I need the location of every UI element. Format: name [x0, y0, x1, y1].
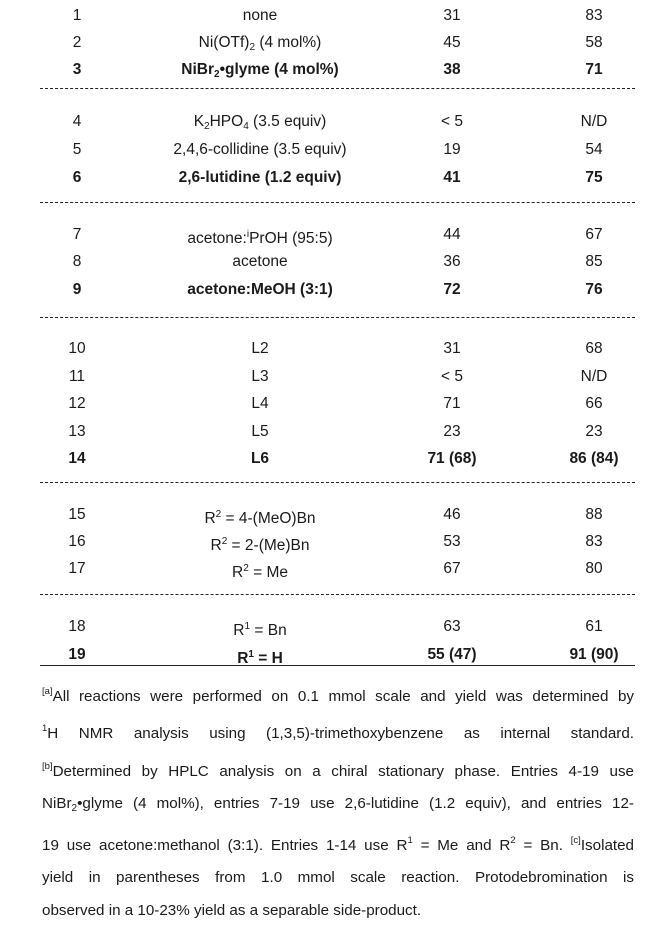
yield-cell: 71: [443, 395, 461, 412]
entry-number: 8: [72, 253, 82, 270]
table-row: [0, 614, 652, 640]
table-row: [0, 529, 652, 555]
table-row: [0, 109, 652, 135]
ee-cell: 58: [585, 34, 603, 51]
ee-cell: 61: [585, 618, 603, 635]
table-row: [0, 336, 652, 362]
entry-number: 12: [68, 395, 86, 412]
yield-cell: 44: [443, 226, 461, 243]
ee-cell: 83: [585, 533, 603, 550]
entry-number: 11: [68, 368, 86, 385]
conditions-cell: L3: [251, 368, 269, 385]
ee-cell: 23: [585, 423, 603, 440]
entry-number: 7: [72, 226, 82, 243]
yield-cell: < 5: [441, 113, 463, 130]
entry-number: 19: [68, 646, 86, 663]
yield-cell: 71 (68): [427, 450, 477, 467]
entry-number: 18: [68, 618, 86, 635]
table-row: [0, 30, 652, 56]
yield-cell: 36: [443, 253, 461, 270]
conditions-cell: L6: [250, 450, 270, 467]
entry-number: 17: [68, 560, 86, 577]
table-row: [0, 3, 652, 29]
footnote-line: NiBr$_2$•glyme (4 mol%), entries 7-19 use 2,6-lutidine (1.2 equiv), and entries 12-: [42, 794, 634, 814]
ee-cell: 54: [585, 141, 603, 158]
ee-cell: 83: [585, 7, 603, 24]
footnote-line: $^1$H NMR analysis using (1,3,5)-trimethoxybenzene as internal standard.: [42, 723, 634, 743]
footnote-line: yield in parentheses from 1.0 mmol scale reaction. Protodebromination is: [42, 869, 634, 887]
ee-cell: 80: [585, 560, 603, 577]
yield-cell: 38: [443, 61, 461, 78]
footnote-line: 19 use acetone:methanol (3:1). Entries 1-14 use $R^1 = Me$ and $R^2 = Bn$. [c]Isolated: [42, 835, 635, 855]
yield-cell: 46: [443, 506, 461, 523]
yield-cell: 19: [443, 141, 461, 158]
ee-cell: N/D: [580, 113, 608, 130]
table-bottom-rule: [40, 665, 635, 666]
ee-cell: 67: [585, 226, 603, 243]
entry-number: 10: [68, 340, 86, 357]
group-divider: [40, 317, 635, 318]
yield-cell: < 5: [441, 368, 463, 385]
conditions-cell: 2,4,6-collidine (3.5 equiv): [173, 141, 347, 158]
yield-cell: 72: [443, 281, 461, 298]
table-row: [0, 57, 652, 83]
yield-cell: 45: [443, 34, 461, 51]
yield-cell: 23: [443, 423, 461, 440]
table-row: [0, 364, 652, 390]
yield-cell: 53: [443, 533, 461, 550]
ee-cell: 85: [585, 253, 603, 270]
ee-cell: 71: [585, 61, 603, 78]
table-row: [0, 502, 652, 528]
group-divider: [40, 594, 635, 595]
yield-cell: 63: [443, 618, 461, 635]
table-row: [0, 222, 652, 248]
entry-number: 4: [72, 113, 82, 130]
conditions-cell: $K_2HPO_4$ (3.5 equiv): [193, 113, 327, 132]
entry-number: 15: [68, 506, 86, 523]
ee-cell: N/D: [580, 368, 608, 385]
table-row: [0, 446, 652, 472]
entry-number: 1: [72, 7, 82, 24]
conditions-cell: none: [242, 7, 278, 24]
ee-cell: 91 (90): [569, 646, 619, 663]
entry-number: 13: [68, 423, 86, 440]
ee-cell: 68: [585, 340, 603, 357]
yield-cell: 55 (47): [427, 646, 477, 663]
ee-cell: 76: [585, 281, 603, 298]
table-row: [0, 419, 652, 445]
group-divider: [40, 202, 635, 203]
conditions-cell: $Ni(OTf)_2$ (4 mol%): [198, 34, 322, 53]
ee-cell: 86 (84): [569, 450, 619, 467]
table-row: [0, 137, 652, 163]
ee-cell: 66: [585, 395, 603, 412]
conditions-cell: $R^2 = 4-(MeO)Bn$: [204, 509, 316, 527]
conditions-cell: $R^1 = Bn$: [233, 621, 287, 639]
entry-number: 5: [72, 141, 82, 158]
conditions-cell: $R^1 = H$: [237, 649, 283, 667]
footnote-line: [a]All reactions were performed on 0.1 mmol scale and yield was determined by: [42, 686, 634, 705]
entry-number: 3: [72, 61, 82, 78]
conditions-cell: NiBr$_2$•glyme (4 mol%): [181, 61, 339, 80]
ee-cell: 75: [585, 169, 603, 186]
entry-number: 2: [72, 34, 82, 51]
entry-number: 9: [72, 281, 82, 298]
conditions-cell: acetone: [232, 253, 288, 270]
conditions-cell: L4: [251, 395, 269, 412]
group-divider: [40, 482, 635, 483]
yield-cell: 31: [443, 340, 461, 357]
conditions-cell: L2: [251, 340, 269, 357]
table-row: [0, 277, 652, 303]
entry-number: 14: [68, 450, 86, 467]
table-row: [0, 556, 652, 582]
entry-number: 16: [68, 533, 86, 550]
yield-cell: 67: [443, 560, 461, 577]
table-footnotes: [42, 676, 634, 927]
ee-cell: 88: [585, 506, 603, 523]
yield-cell: 31: [443, 7, 461, 24]
footnote-line: observed in a 10-23% yield as a separable side-product.: [42, 901, 422, 919]
table-row: [0, 391, 652, 417]
conditions-cell: $R^2 = 2-(Me)Bn$: [210, 536, 310, 554]
conditions-cell: acetone:MeOH (3:1): [187, 281, 333, 298]
conditions-cell: $R^2 = Me$: [232, 563, 288, 581]
conditions-cell: 2,6-lutidine (1.2 equiv): [178, 169, 342, 186]
table-row: [0, 165, 652, 191]
conditions-cell: acetone:$^i$PrOH (95:5): [187, 229, 333, 247]
conditions-cell: L5: [251, 423, 269, 440]
yield-cell: 41: [443, 169, 461, 186]
group-divider: [40, 88, 635, 89]
table-row: [0, 249, 652, 275]
footnote-line: [b]Determined by HPLC analysis on a chiral stationary phase. Entries 4-19 use: [42, 760, 634, 780]
entry-number: 6: [72, 169, 82, 186]
